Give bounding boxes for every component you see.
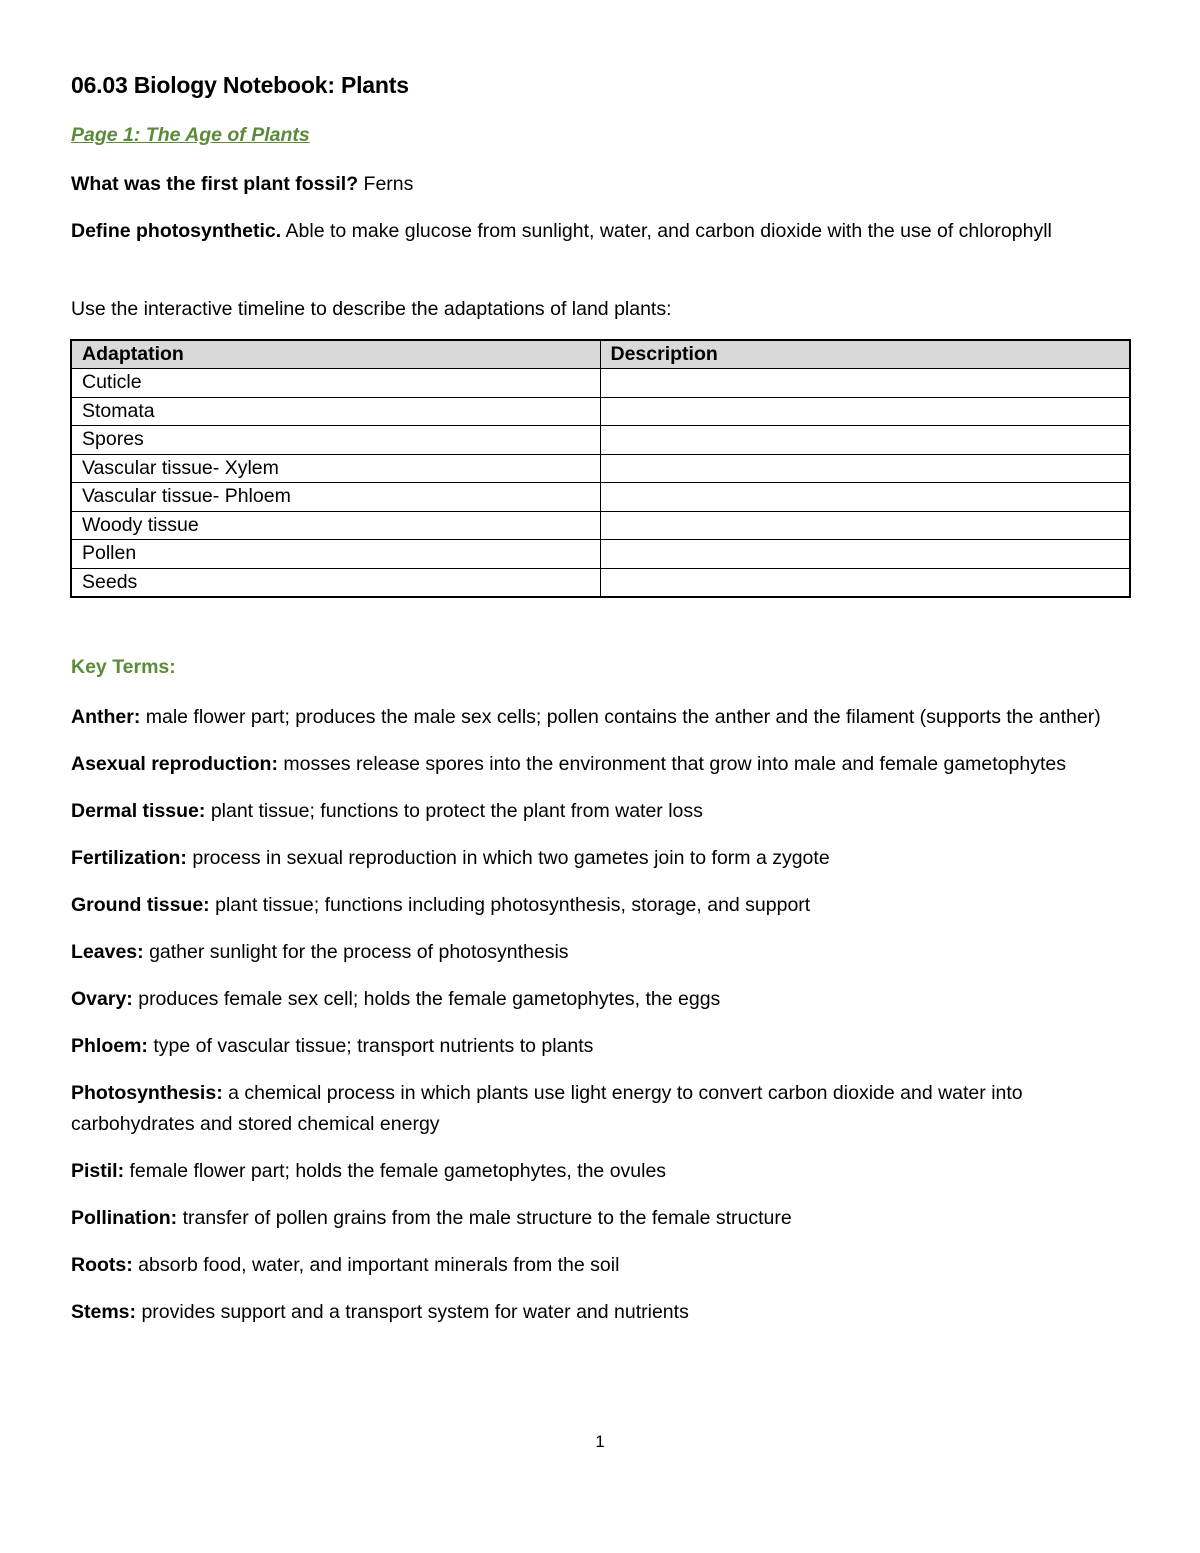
question-answer: Able to make glucose from sunlight, water, and carbon dioxide with the use of chlorophyll — [285, 220, 1052, 242]
table-row — [71, 369, 1130, 398]
description-cell[interactable] — [600, 483, 1130, 512]
key-term-entry — [71, 1078, 1131, 1140]
key-term-entry — [71, 1203, 1131, 1234]
key-term-definition: absorb food, water, and important minerals from the soil — [138, 1254, 620, 1276]
key-term-entry — [71, 1031, 1131, 1062]
key-term-name: Photosynthesis: — [71, 1082, 223, 1104]
key-term-name: Ovary: — [71, 988, 133, 1010]
key-term-name: Pollination: — [71, 1207, 178, 1229]
key-term-name: Fertilization: — [71, 847, 187, 869]
adaptation-cell: Pollen — [71, 540, 600, 569]
description-cell[interactable] — [600, 568, 1130, 597]
key-term-entry — [71, 984, 1131, 1015]
key-term-definition: gather sunlight for the process of photosynthesis — [149, 941, 569, 963]
key-term-entry — [71, 1250, 1131, 1281]
question-label: Define photosynthetic. — [71, 220, 282, 242]
key-term-name: Roots: — [71, 1254, 133, 1276]
adaptation-cell: Spores — [71, 426, 600, 455]
key-term-name: Phloem: — [71, 1035, 148, 1057]
table-row — [71, 426, 1130, 455]
adaptation-cell: Cuticle — [71, 369, 600, 398]
question-label: What was the first plant fossil? — [71, 173, 359, 195]
key-term-entry — [71, 1297, 1131, 1328]
key-term-entry — [71, 796, 1131, 827]
key-term-definition: male flower part; produces the male sex cells; pollen contains the anther and the filament (supports the anther) — [145, 706, 1101, 728]
table-row — [71, 568, 1130, 597]
key-term-definition: produces female sex cell; holds the female gametophytes, the eggs — [138, 988, 721, 1010]
key-term-entry — [71, 749, 1131, 780]
question-photosynthetic — [71, 216, 1131, 247]
adaptation-cell: Stomata — [71, 397, 600, 426]
key-term-definition: mosses release spores into the environment that grow into male and female gametophytes — [283, 753, 1066, 775]
question-answer: Ferns — [363, 173, 414, 195]
key-term-name: Ground tissue: — [71, 894, 210, 916]
key-term-definition: a chemical process in which plants use light energy to convert carbon dioxide and water into carbohydrates and stored chemical energy — [71, 1082, 1023, 1135]
key-term-entry — [71, 937, 1131, 968]
key-term-definition: plant tissue; functions including photosynthesis, storage, and support — [215, 894, 811, 916]
adaptation-cell: Vascular tissue- Xylem — [71, 454, 600, 483]
table-row — [71, 540, 1130, 569]
adaptation-cell: Woody tissue — [71, 511, 600, 540]
key-term-name: Leaves: — [71, 941, 144, 963]
key-term-name: Asexual reproduction: — [71, 753, 278, 775]
key-term-entry — [71, 1156, 1131, 1187]
description-cell[interactable] — [600, 426, 1130, 455]
adaptation-cell: Vascular tissue- Phloem — [71, 483, 600, 512]
key-term-name: Stems: — [71, 1301, 137, 1323]
table-row — [71, 454, 1130, 483]
description-cell[interactable] — [600, 397, 1130, 426]
key-term-entry — [71, 843, 1131, 874]
key-term-definition: transfer of pollen grains from the male structure to the female structure — [182, 1207, 792, 1229]
key-term-name: Anther: — [71, 706, 141, 728]
key-term-entry — [71, 702, 1131, 733]
table-row — [71, 483, 1130, 512]
question-first-fossil — [71, 169, 1131, 200]
key-term-definition: female flower part; holds the female gametophytes, the ovules — [129, 1160, 667, 1182]
description-cell[interactable] — [600, 369, 1130, 398]
key-term-definition: process in sexual reproduction in which two gametes join to form a zygote — [192, 847, 830, 869]
key-term-definition: plant tissue; functions to protect the plant from water loss — [210, 800, 703, 822]
key-term-name: Dermal tissue: — [71, 800, 206, 822]
adaptations-table — [70, 339, 1131, 598]
key-terms-list — [71, 702, 1131, 1344]
key-term-definition: type of vascular tissue; transport nutrients to plants — [153, 1035, 594, 1057]
page-number: 1 — [595, 1432, 605, 1451]
column-header-description: Description — [600, 340, 1130, 369]
column-header-adaptation: Adaptation — [71, 340, 600, 369]
description-cell[interactable] — [600, 454, 1130, 483]
adaptation-cell: Seeds — [71, 568, 600, 597]
key-term-name: Pistil: — [71, 1160, 125, 1182]
timeline-instruction: Use the interactive timeline to describe the adaptations of land plants: — [71, 298, 672, 320]
key-term-entry — [71, 890, 1131, 921]
document-title: 06.03 Biology Notebook: Plants — [71, 72, 409, 98]
table-row — [71, 511, 1130, 540]
key-term-definition: provides support and a transport system for water and nutrients — [141, 1301, 689, 1323]
key-terms-heading: Key Terms: — [71, 656, 176, 678]
table-header-row — [71, 340, 1130, 369]
description-cell[interactable] — [600, 540, 1130, 569]
description-cell[interactable] — [600, 511, 1130, 540]
table-row — [71, 397, 1130, 426]
section-heading: Page 1: The Age of Plants — [71, 124, 310, 146]
